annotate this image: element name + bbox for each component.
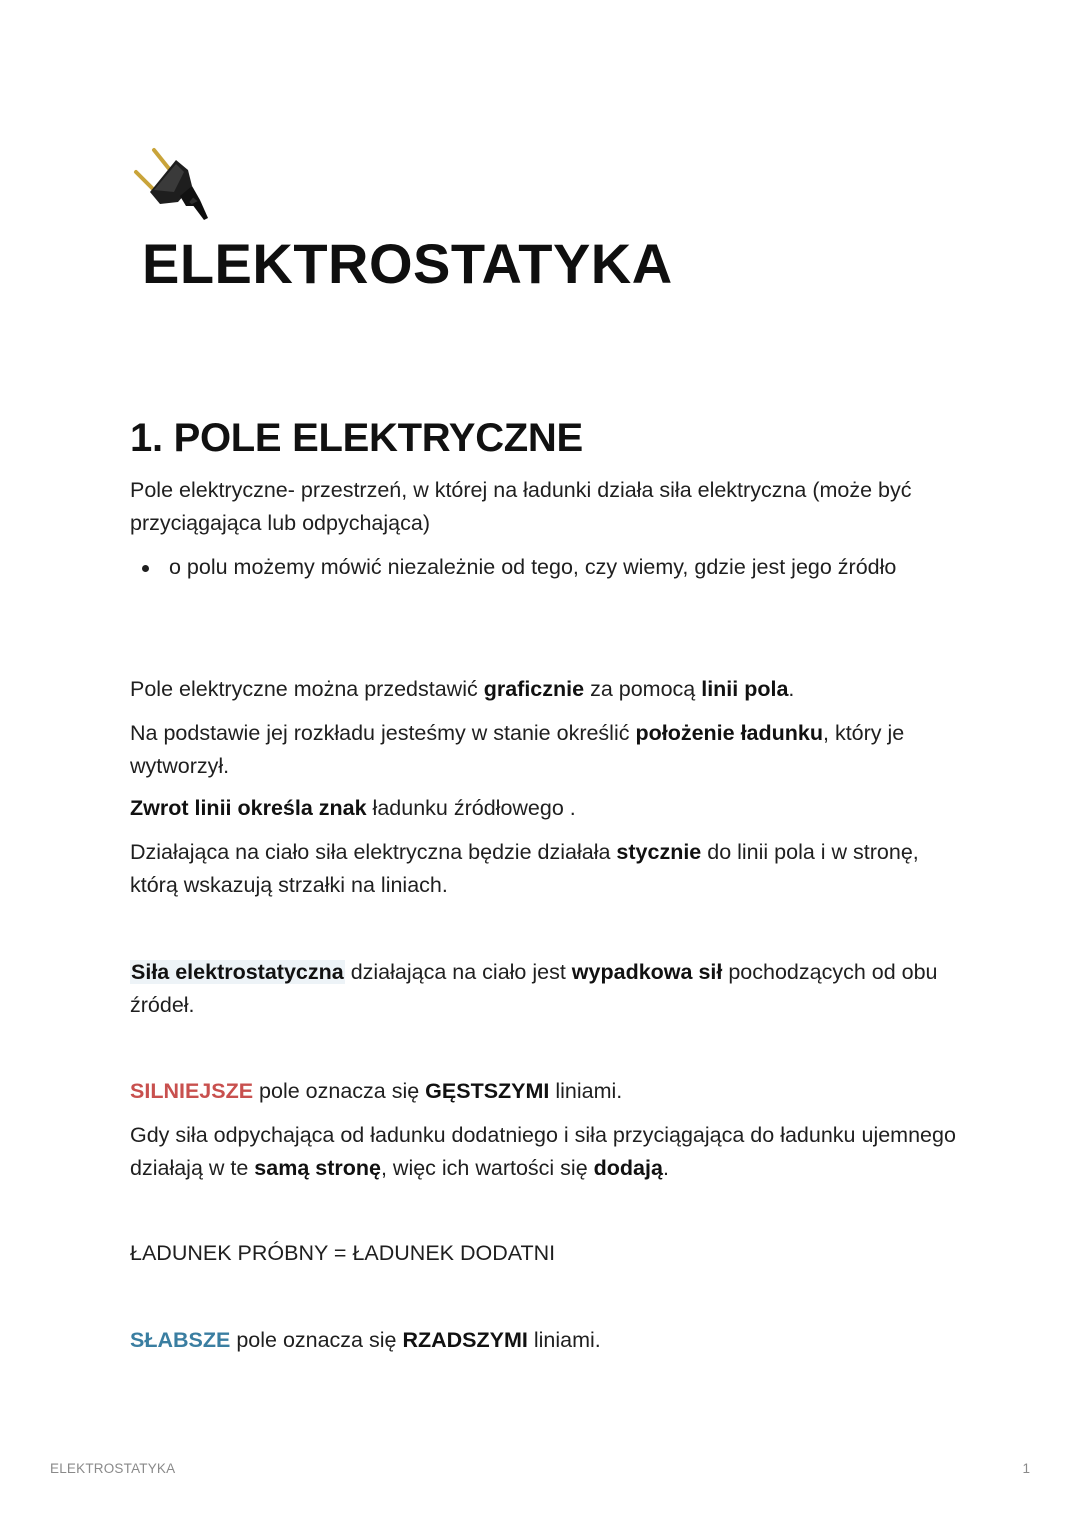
- footer-title: ELEKTROSTATYKA: [50, 1461, 176, 1476]
- paragraph-forces-add: [130, 1119, 960, 1184]
- definition-paragraph: Pole elektryczne- przestrzeń, w której na ładunki działa siła elektryczna (może być przyciągająca lub odpychająca): [130, 478, 912, 535]
- text: za pomocą: [584, 677, 702, 701]
- bold-text: dodają: [593, 1155, 663, 1180]
- text: Działająca na ciało siła elektryczna będzie działała: [130, 840, 617, 864]
- bold-text: samą stronę: [254, 1155, 381, 1180]
- electric-plug-icon: [128, 140, 212, 222]
- paragraph-line-direction: [130, 792, 960, 825]
- weaker-label: SŁABSZE: [130, 1328, 231, 1352]
- text: , który je wytworzył.: [130, 721, 905, 778]
- bullet-list: [130, 551, 960, 584]
- paragraph-tangent-force: [130, 836, 960, 901]
- bold-text: stycznie: [616, 840, 702, 864]
- paragraph-weaker-field: [130, 1324, 960, 1357]
- section-heading: 1. POLE ELEKTRYCZNE: [130, 416, 583, 460]
- bold-text: linii pola: [701, 677, 789, 701]
- page-title: ELEKTROSTATYKA: [142, 232, 673, 295]
- text: pochodzących od obu źródeł.: [130, 960, 938, 1017]
- paragraph-test-charge: ŁADUNEK PRÓBNY = ŁADUNEK DODATNI: [130, 1241, 556, 1265]
- highlighted-term: Siła elektrostatyczna: [131, 960, 344, 984]
- text: działająca na ciało jest: [344, 960, 572, 984]
- paragraph-charge-position: [130, 717, 960, 782]
- text: pole oznacza się: [230, 1328, 403, 1352]
- paragraph-stronger-field: [130, 1075, 960, 1108]
- text: pole oznacza się: [253, 1079, 426, 1103]
- text: , więc ich wartości się: [380, 1155, 594, 1180]
- text: .: [788, 677, 795, 701]
- text: Pole elektryczne można przedstawić: [130, 677, 484, 701]
- text: .: [662, 1155, 669, 1180]
- bold-text: GĘSTSZYMI: [425, 1079, 550, 1103]
- bold-text: RZADSZYMI: [402, 1328, 528, 1352]
- text: Gdy siła odpychająca od ładunku dodatniego i siła przyciągająca do ładunku ujemnego działają w te: [130, 1123, 956, 1180]
- paragraph-resultant-force: [130, 956, 960, 1021]
- text: liniami.: [527, 1328, 601, 1352]
- bold-text: Zwrot linii określa znak: [130, 796, 367, 820]
- stronger-label: SILNIEJSZE: [130, 1079, 254, 1103]
- page-number: 1: [1022, 1461, 1030, 1476]
- text: Na podstawie jej rozkładu jesteśmy w stanie określić: [130, 721, 636, 745]
- page-icon: [128, 140, 212, 222]
- bold-text: graficznie: [483, 677, 585, 701]
- bold-text: położenie ładunku: [635, 721, 824, 745]
- text: liniami.: [549, 1079, 623, 1103]
- bold-text: wypadkowa sił: [571, 960, 723, 984]
- list-item: o polu możemy mówić niezależnie od tego, czy wiemy, gdzie jest jego źródło: [130, 551, 960, 584]
- text: ładunku źródłowego .: [366, 796, 576, 820]
- text: do linii pola i w stronę, którą wskazują strzałki na liniach.: [130, 840, 919, 897]
- paragraph-graphic-representation: [130, 673, 960, 706]
